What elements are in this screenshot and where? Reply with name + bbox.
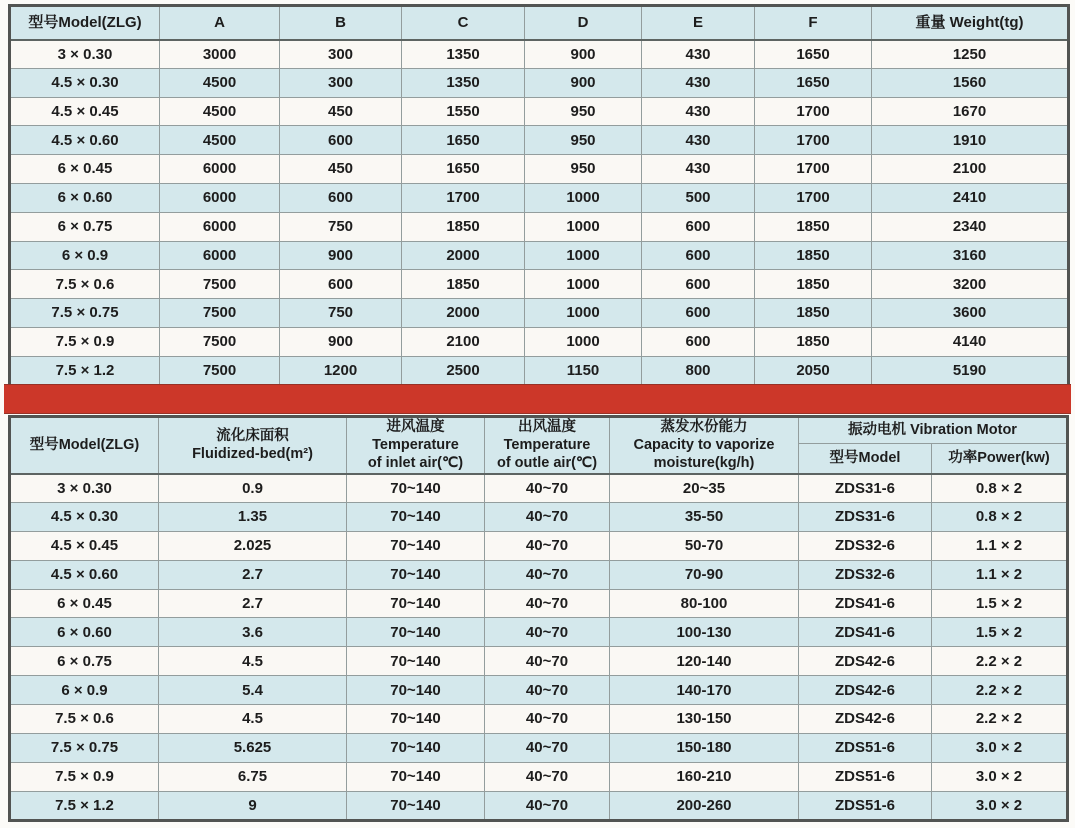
table-row <box>10 474 1068 503</box>
value-cell: 1.5 × 2 <box>932 618 1068 647</box>
value-cell: 1850 <box>402 212 525 241</box>
col-header-d: D <box>525 6 642 40</box>
col-header-inlet-temperature <box>347 417 485 474</box>
parameters-table-body <box>10 474 1068 821</box>
value-cell: 4500 <box>160 68 280 97</box>
col-header-motor-model: 型号Model <box>799 444 932 474</box>
table-row <box>10 502 1068 531</box>
table-row <box>10 40 1069 69</box>
model-cell: 7.5 × 0.9 <box>10 327 160 356</box>
value-cell: 3200 <box>872 270 1069 299</box>
value-cell: 430 <box>642 68 755 97</box>
value-cell: ZDS41-6 <box>799 618 932 647</box>
table-row <box>10 299 1069 328</box>
value-cell: 2.7 <box>159 560 347 589</box>
value-cell: 500 <box>642 183 755 212</box>
value-cell: 70~140 <box>347 531 485 560</box>
value-cell: 40~70 <box>485 618 610 647</box>
model-cell: 7.5 × 0.75 <box>10 299 160 328</box>
model-cell: 4.5 × 0.60 <box>10 560 159 589</box>
value-cell: 40~70 <box>485 676 610 705</box>
value-cell: 3000 <box>160 40 280 69</box>
value-cell: 70~140 <box>347 618 485 647</box>
value-cell: 1670 <box>872 97 1069 126</box>
col-header-f: F <box>755 6 872 40</box>
col-header-vaporize-capacity <box>610 417 799 474</box>
value-cell: 1350 <box>402 40 525 69</box>
col-header-weight: 重量 Weight(tg) <box>872 6 1069 40</box>
value-cell: ZDS31-6 <box>799 502 932 531</box>
value-cell: ZDS51-6 <box>799 734 932 763</box>
model-cell: 6 × 0.45 <box>10 589 159 618</box>
value-cell: 70~140 <box>347 502 485 531</box>
dimensions-table-body <box>10 40 1069 386</box>
header-line: 进风温度 <box>386 419 445 436</box>
value-cell: 900 <box>280 241 402 270</box>
value-cell: 600 <box>642 212 755 241</box>
value-cell: 3.6 <box>159 618 347 647</box>
value-cell: 430 <box>642 97 755 126</box>
value-cell: 3600 <box>872 299 1069 328</box>
value-cell: ZDS42-6 <box>799 705 932 734</box>
dimensions-table <box>8 4 1070 387</box>
value-cell: 1550 <box>402 97 525 126</box>
value-cell: 6000 <box>160 241 280 270</box>
value-cell: 1350 <box>402 68 525 97</box>
model-cell: 4.5 × 0.30 <box>10 502 159 531</box>
header-line: Capacity to vaporize <box>633 437 775 454</box>
value-cell: 1000 <box>525 299 642 328</box>
value-cell: 1000 <box>525 327 642 356</box>
value-cell: ZDS32-6 <box>799 531 932 560</box>
value-cell: 70~140 <box>347 676 485 705</box>
model-cell: 6 × 0.60 <box>10 183 160 212</box>
value-cell: 4.5 <box>159 647 347 676</box>
value-cell: 600 <box>642 327 755 356</box>
parameters-table-header <box>10 417 1068 474</box>
dimensions-table-header <box>10 6 1069 40</box>
value-cell: 1560 <box>872 68 1069 97</box>
model-cell: 6 × 0.45 <box>10 155 160 184</box>
value-cell: 5.625 <box>159 734 347 763</box>
table-row <box>10 97 1069 126</box>
value-cell: 70~140 <box>347 705 485 734</box>
value-cell: 900 <box>525 40 642 69</box>
value-cell: 1850 <box>755 212 872 241</box>
model-cell: 4.5 × 0.30 <box>10 68 160 97</box>
value-cell: 100-130 <box>610 618 799 647</box>
value-cell: 1200 <box>280 356 402 385</box>
value-cell: 130-150 <box>610 705 799 734</box>
value-cell: 600 <box>642 270 755 299</box>
value-cell: 750 <box>280 212 402 241</box>
value-cell: 1850 <box>755 299 872 328</box>
value-cell: 70~140 <box>347 474 485 503</box>
value-cell: 50-70 <box>610 531 799 560</box>
value-cell: ZDS31-6 <box>799 474 932 503</box>
value-cell: 9 <box>159 791 347 820</box>
value-cell: 0.8 × 2 <box>932 474 1068 503</box>
table-row <box>10 183 1069 212</box>
value-cell: 140-170 <box>610 676 799 705</box>
value-cell: 2100 <box>402 327 525 356</box>
value-cell: 1910 <box>872 126 1069 155</box>
model-cell: 6 × 0.75 <box>10 647 159 676</box>
header-line: 流化床面积 <box>216 428 289 445</box>
table-row <box>10 647 1068 676</box>
table-row <box>10 155 1069 184</box>
value-cell: 950 <box>525 155 642 184</box>
value-cell: 2.2 × 2 <box>932 647 1068 676</box>
value-cell: 40~70 <box>485 502 610 531</box>
header-line: 出风温度 <box>518 419 576 436</box>
value-cell: 40~70 <box>485 560 610 589</box>
model-cell: 4.5 × 0.45 <box>10 97 160 126</box>
value-cell: 70~140 <box>347 762 485 791</box>
value-cell: 6000 <box>160 155 280 184</box>
value-cell: 450 <box>280 97 402 126</box>
value-cell: 1.1 × 2 <box>932 560 1068 589</box>
value-cell: 1150 <box>525 356 642 385</box>
value-cell: 2050 <box>755 356 872 385</box>
col-header-vibration-motor-group: 振动电机 Vibration Motor <box>799 417 1068 444</box>
value-cell: 7500 <box>160 327 280 356</box>
value-cell: 40~70 <box>485 734 610 763</box>
value-cell: 2500 <box>402 356 525 385</box>
value-cell: 1650 <box>755 40 872 69</box>
value-cell: 4500 <box>160 97 280 126</box>
value-cell: 1.1 × 2 <box>932 531 1068 560</box>
value-cell: 160-210 <box>610 762 799 791</box>
dimensions-table-container <box>8 4 1067 387</box>
value-cell: 1700 <box>755 97 872 126</box>
value-cell: 40~70 <box>485 647 610 676</box>
value-cell: 40~70 <box>485 531 610 560</box>
model-cell: 3 × 0.30 <box>10 40 160 69</box>
value-cell: 1700 <box>755 183 872 212</box>
model-cell: 6 × 0.75 <box>10 212 160 241</box>
model-cell: 7.5 × 1.2 <box>10 356 160 385</box>
header-row <box>10 6 1069 40</box>
value-cell: 5.4 <box>159 676 347 705</box>
value-cell: 20~35 <box>610 474 799 503</box>
value-cell: 70~140 <box>347 560 485 589</box>
col-header-c: C <box>402 6 525 40</box>
model-cell: 7.5 × 0.75 <box>10 734 159 763</box>
value-cell: 2000 <box>402 299 525 328</box>
header-line: of outle air(℃) <box>496 455 598 472</box>
model-cell: 6 × 0.60 <box>10 618 159 647</box>
table-row <box>10 270 1069 299</box>
col-header-fluidized-bed <box>159 417 347 474</box>
value-cell: 430 <box>642 126 755 155</box>
table-row <box>10 68 1069 97</box>
value-cell: 300 <box>280 40 402 69</box>
table-row <box>10 762 1068 791</box>
value-cell: 2410 <box>872 183 1069 212</box>
table-row <box>10 705 1068 734</box>
value-cell: 1.35 <box>159 502 347 531</box>
model-cell: 7.5 × 0.6 <box>10 705 159 734</box>
value-cell: 5190 <box>872 356 1069 385</box>
value-cell: 0.9 <box>159 474 347 503</box>
value-cell: 80-100 <box>610 589 799 618</box>
value-cell: 70-90 <box>610 560 799 589</box>
value-cell: 1000 <box>525 270 642 299</box>
header-line: 蒸发水份能力 <box>660 419 748 436</box>
table-row <box>10 589 1068 618</box>
value-cell: ZDS42-6 <box>799 676 932 705</box>
header-group-row <box>10 417 1068 444</box>
model-cell: 6 × 0.9 <box>10 241 160 270</box>
table-row <box>10 241 1069 270</box>
value-cell: 6000 <box>160 183 280 212</box>
value-cell: 2.025 <box>159 531 347 560</box>
model-cell: 4.5 × 0.60 <box>10 126 160 155</box>
value-cell: 120-140 <box>610 647 799 676</box>
value-cell: 900 <box>280 327 402 356</box>
header-line: Fluidized-bed(m²) <box>192 446 313 463</box>
table-row <box>10 560 1068 589</box>
col-header-model: 型号Model(ZLG) <box>10 6 160 40</box>
col-header-outlet-temperature <box>485 417 610 474</box>
col-header-b: B <box>280 6 402 40</box>
table-row <box>10 734 1068 763</box>
value-cell: 1250 <box>872 40 1069 69</box>
red-divider-bar <box>4 384 1071 414</box>
value-cell: 70~140 <box>347 589 485 618</box>
model-cell: 3 × 0.30 <box>10 474 159 503</box>
parameters-table-container <box>8 415 1066 822</box>
col-header-motor-power: 功率Power(kw) <box>932 444 1068 474</box>
value-cell: ZDS51-6 <box>799 762 932 791</box>
value-cell: 430 <box>642 40 755 69</box>
value-cell: 1700 <box>755 155 872 184</box>
col-header-model: 型号Model(ZLG) <box>10 417 159 474</box>
value-cell: 70~140 <box>347 734 485 763</box>
value-cell: 1700 <box>755 126 872 155</box>
value-cell: 40~70 <box>485 705 610 734</box>
table-row <box>10 676 1068 705</box>
value-cell: 0.8 × 2 <box>932 502 1068 531</box>
table-row <box>10 618 1068 647</box>
value-cell: 950 <box>525 97 642 126</box>
col-header-a: A <box>160 6 280 40</box>
value-cell: 150-180 <box>610 734 799 763</box>
value-cell: 1650 <box>402 155 525 184</box>
value-cell: 1650 <box>402 126 525 155</box>
value-cell: 2000 <box>402 241 525 270</box>
value-cell: 40~70 <box>485 474 610 503</box>
model-cell: 7.5 × 0.9 <box>10 762 159 791</box>
value-cell: 70~140 <box>347 791 485 820</box>
value-cell: 1.5 × 2 <box>932 589 1068 618</box>
value-cell: 750 <box>280 299 402 328</box>
value-cell: 70~140 <box>347 647 485 676</box>
value-cell: 1850 <box>755 270 872 299</box>
value-cell: 40~70 <box>485 762 610 791</box>
table-row <box>10 356 1069 385</box>
table-row <box>10 212 1069 241</box>
value-cell: 1850 <box>755 241 872 270</box>
value-cell: 3160 <box>872 241 1069 270</box>
table-row <box>10 791 1068 820</box>
value-cell: 600 <box>642 299 755 328</box>
header-line: Temperature <box>503 437 591 454</box>
value-cell: 2.2 × 2 <box>932 705 1068 734</box>
value-cell: 6.75 <box>159 762 347 791</box>
value-cell: 6000 <box>160 212 280 241</box>
value-cell: 4.5 <box>159 705 347 734</box>
value-cell: 1000 <box>525 241 642 270</box>
value-cell: 900 <box>525 68 642 97</box>
value-cell: 7500 <box>160 356 280 385</box>
table-row <box>10 327 1069 356</box>
value-cell: 600 <box>280 126 402 155</box>
value-cell: 3.0 × 2 <box>932 762 1068 791</box>
value-cell: 7500 <box>160 270 280 299</box>
value-cell: 2100 <box>872 155 1069 184</box>
value-cell: 200-260 <box>610 791 799 820</box>
value-cell: 1650 <box>755 68 872 97</box>
header-line: Temperature <box>372 437 459 454</box>
value-cell: 950 <box>525 126 642 155</box>
value-cell: 600 <box>642 241 755 270</box>
value-cell: 35-50 <box>610 502 799 531</box>
table-row <box>10 531 1068 560</box>
value-cell: 450 <box>280 155 402 184</box>
value-cell: 2.2 × 2 <box>932 676 1068 705</box>
value-cell: 2340 <box>872 212 1069 241</box>
header-line: of inlet air(℃) <box>367 455 464 472</box>
value-cell: 1850 <box>755 327 872 356</box>
table-row <box>10 126 1069 155</box>
value-cell: 600 <box>280 183 402 212</box>
value-cell: 430 <box>642 155 755 184</box>
value-cell: 40~70 <box>485 791 610 820</box>
model-cell: 7.5 × 0.6 <box>10 270 160 299</box>
value-cell: ZDS51-6 <box>799 791 932 820</box>
value-cell: 1000 <box>525 183 642 212</box>
model-cell: 7.5 × 1.2 <box>10 791 159 820</box>
value-cell: 40~70 <box>485 589 610 618</box>
value-cell: ZDS42-6 <box>799 647 932 676</box>
col-header-e: E <box>642 6 755 40</box>
value-cell: 1700 <box>402 183 525 212</box>
header-line: moisture(kg/h) <box>653 455 755 472</box>
value-cell: 2.7 <box>159 589 347 618</box>
value-cell: 7500 <box>160 299 280 328</box>
value-cell: ZDS32-6 <box>799 560 932 589</box>
parameters-table <box>8 415 1069 822</box>
value-cell: 3.0 × 2 <box>932 734 1068 763</box>
model-cell: 4.5 × 0.45 <box>10 531 159 560</box>
value-cell: 3.0 × 2 <box>932 791 1068 820</box>
value-cell: 1000 <box>525 212 642 241</box>
value-cell: 800 <box>642 356 755 385</box>
value-cell: 600 <box>280 270 402 299</box>
value-cell: ZDS41-6 <box>799 589 932 618</box>
value-cell: 4140 <box>872 327 1069 356</box>
value-cell: 1850 <box>402 270 525 299</box>
model-cell: 6 × 0.9 <box>10 676 159 705</box>
value-cell: 4500 <box>160 126 280 155</box>
value-cell: 300 <box>280 68 402 97</box>
